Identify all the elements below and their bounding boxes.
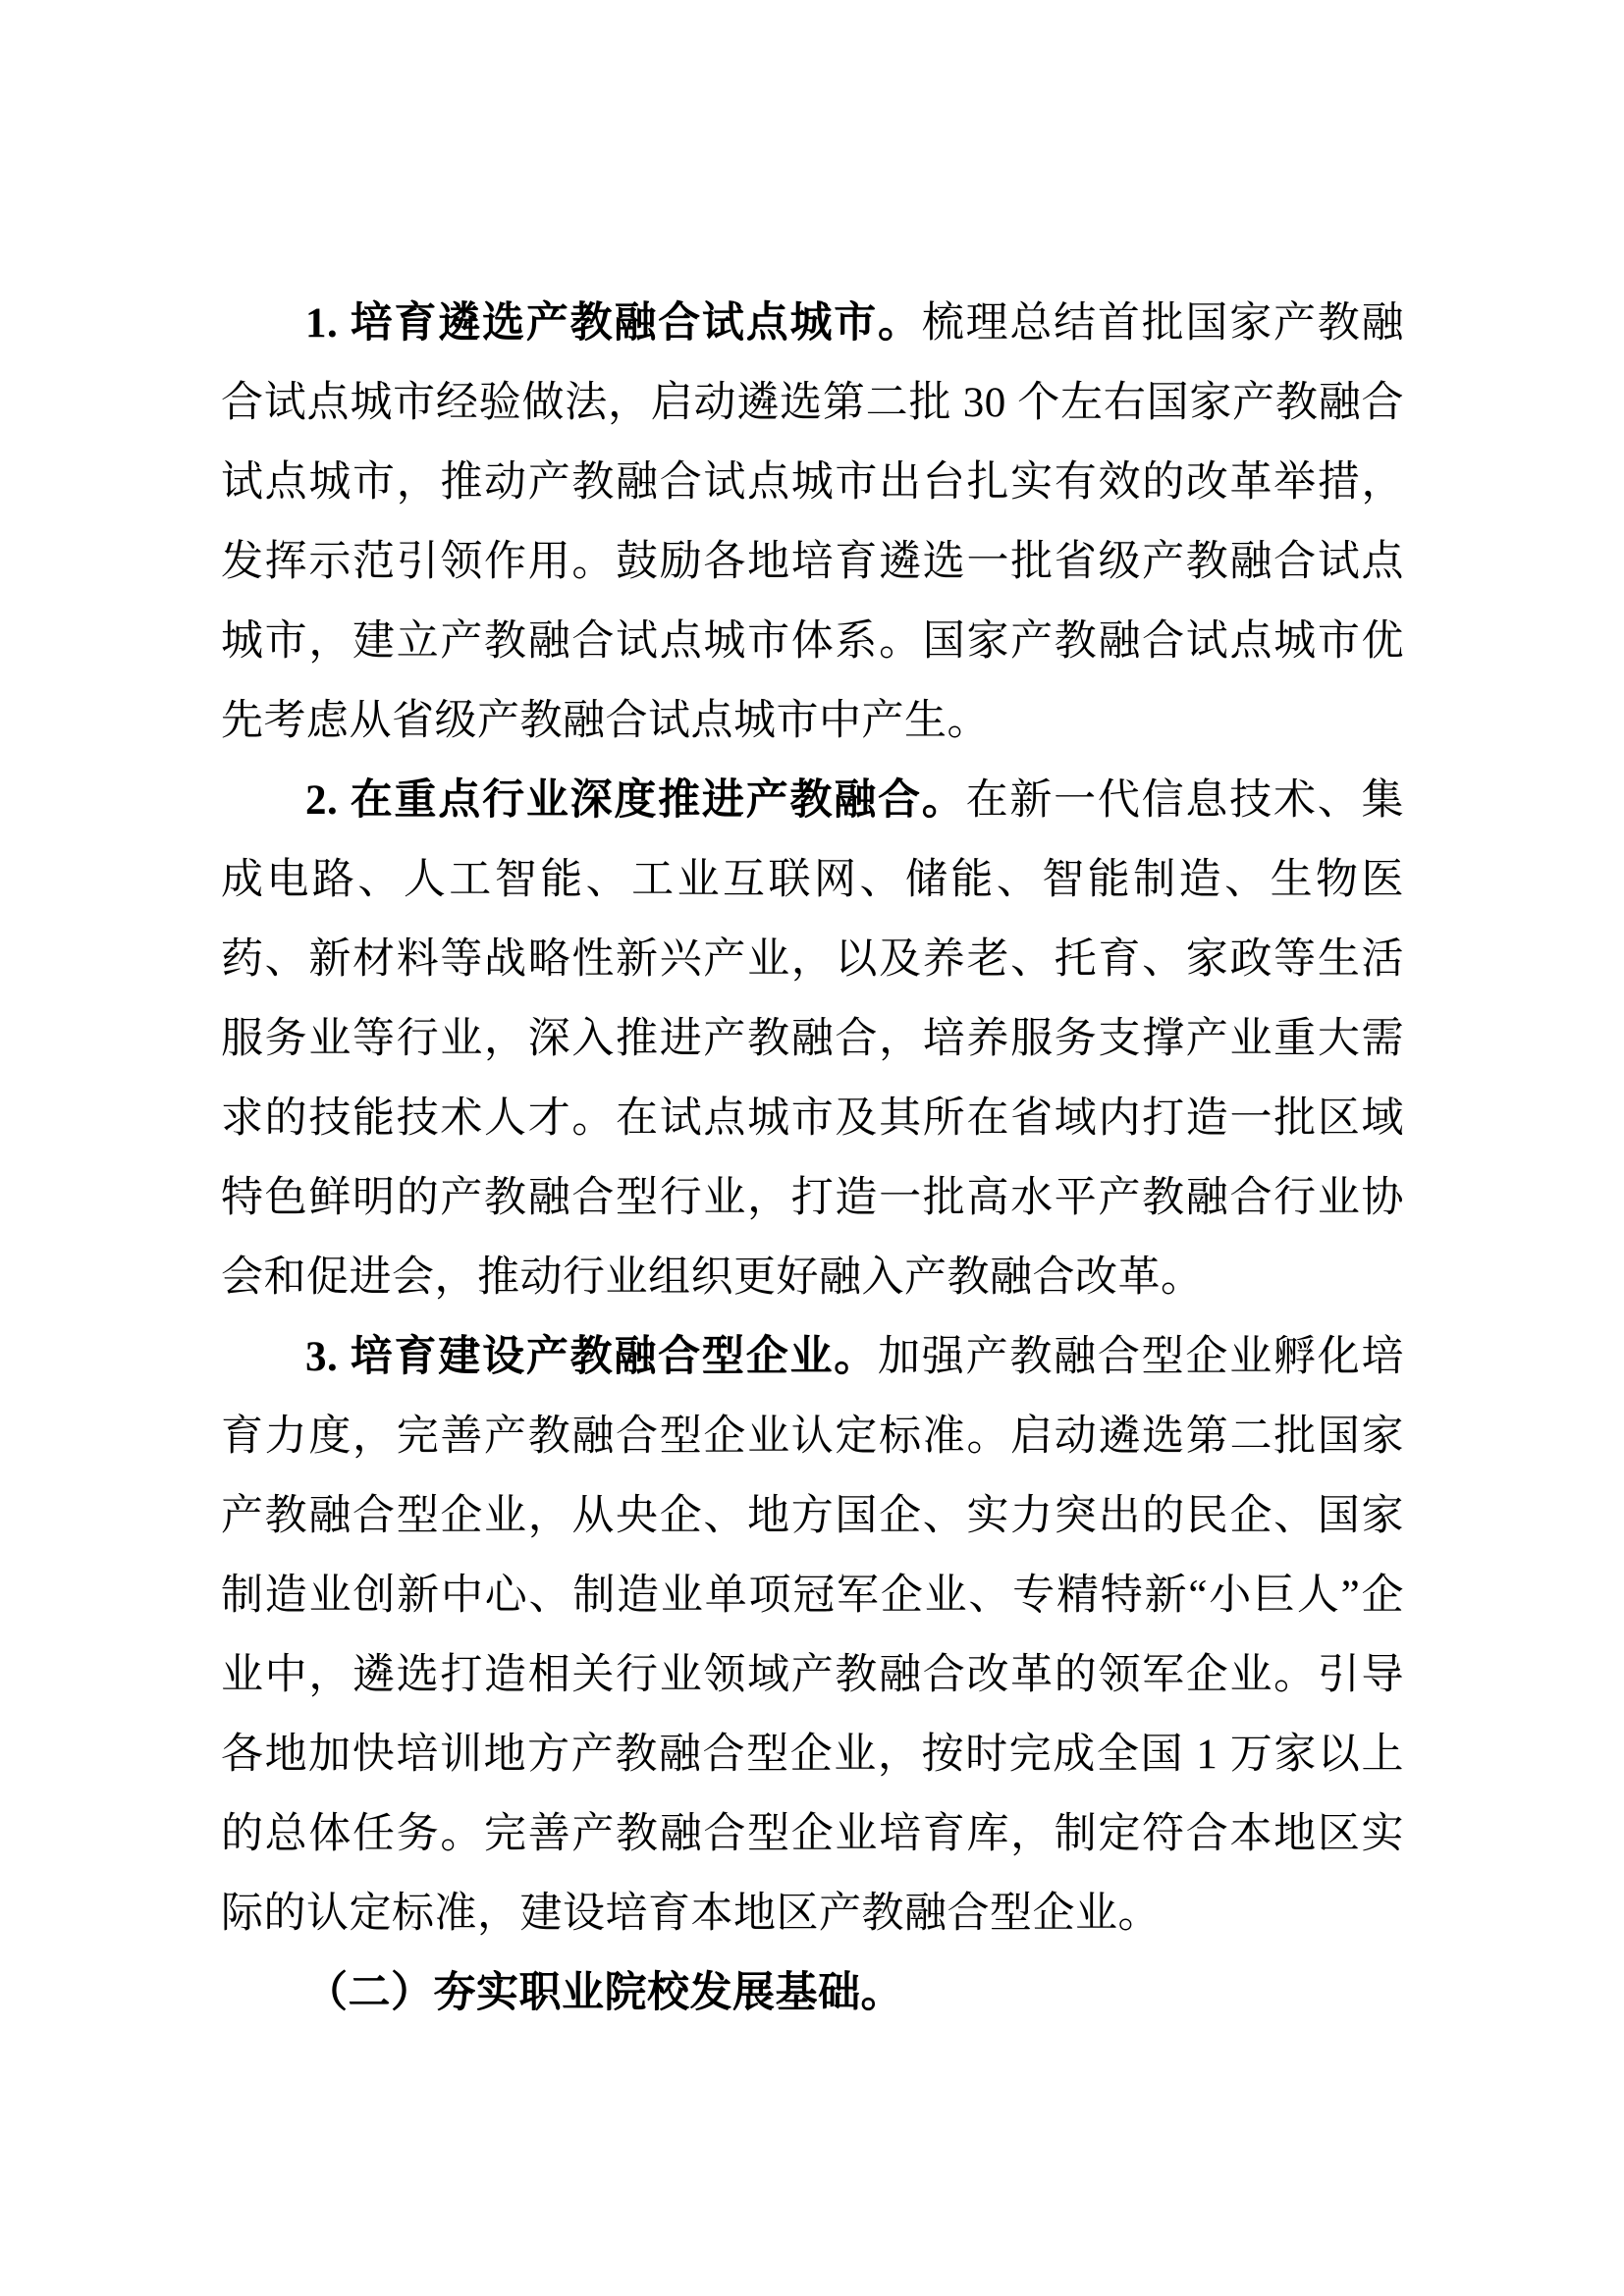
paragraph-item-4 [221, 1953, 1404, 2033]
paragraph-item-1 [221, 284, 1404, 761]
paragraph-3-heading: 3. 培育建设产教融合型企业。 [305, 1334, 879, 1380]
paragraph-item-2 [221, 761, 1404, 1317]
paragraph-1-body: 梳理总结首批国家产教融合试点城市经验做法，启动遴选第二批 30 个左右国家产教融合试点城市，推动产教融合试点城市出台扎实有效的改革举措，发挥示范引领作用。鼓励各地培育遴选一批省级产教融合试点城市，建立产教融合试点城市体系。国家产教融合试点城市优先考虑从省级产教融合试点城市中产生。 [221, 300, 1405, 744]
paragraph-1-heading: 1. 培育遴选产教融合试点城市。 [305, 300, 922, 347]
paragraph-3-body: 加强产教融合型企业孵化培育力度，完善产教融合型企业认定标准。启动遴选第二批国家产教融合型企业，从央企、地方国企、实力突出的民企、国家制造业创新中心、制造业单项冠军企业、专精特新“小巨人”企业中，遴选打造相关行业领域产教融合改革的领军企业。引导各地加快培训地方产教融合型企业，按时完成全国 1 万家以上的总体任务。完善产教融合型企业培育库，制定符合本地区实际的认定标准，建设培育本地区产教融合型企业。 [221, 1334, 1405, 1937]
document-text-block [221, 284, 1404, 2033]
section-2-heading: （二）夯实职业院校发展基础。 [305, 1970, 903, 2016]
paragraph-2-heading: 2. 在重点行业深度推进产教融合。 [305, 777, 966, 824]
paragraph-item-3 [221, 1317, 1404, 1953]
paragraph-2-body: 在新一代信息技术、集成电路、人工智能、工业互联网、储能、智能制造、生物医药、新材料等战略性新兴产业，以及养老、托育、家政等生活服务业等行业，深入推进产教融合，培养服务支撑产业重大需求的技能技术人才。在试点城市及其所在省域内打造一批区域特色鲜明的产教融合型行业，打造一批高水平产教融合行业协会和促进会，推动行业组织更好融入产教融合改革。 [221, 777, 1404, 1301]
